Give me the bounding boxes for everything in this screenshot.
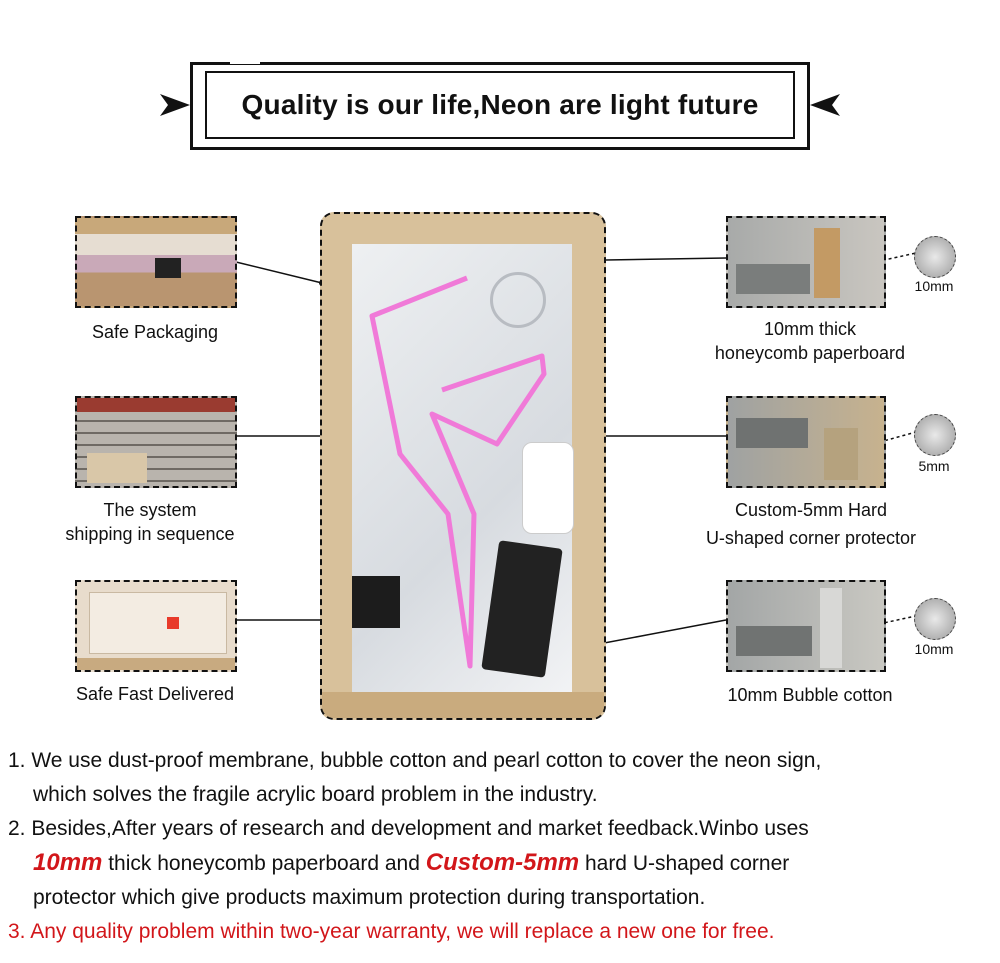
caption-safe-packaging	[60, 320, 250, 344]
notes-list	[8, 744, 998, 949]
note-2-line-3: protector which give products maximum protection during transportation.	[33, 886, 706, 909]
measure-zoom-icon	[914, 414, 956, 456]
measure-zoom-icon	[914, 598, 956, 640]
note-2-text: thick honeycomb paperboard and	[102, 852, 426, 875]
photo-corner-protector	[726, 396, 886, 488]
caption-line: 10mm Bubble cotton	[727, 685, 893, 705]
caption-honeycomb-paperboard	[690, 317, 930, 365]
note-2-line-1: 2. Besides,After years of research and development and market feedback.Winbo uses	[8, 817, 809, 840]
caption-line: Custom-5mm Hard	[734, 500, 888, 520]
measure-label: 5mm	[918, 458, 950, 474]
caption-line: Safe Fast Delivered	[75, 684, 235, 704]
photo-safe-delivered	[75, 580, 237, 672]
photo-bubble-cotton	[726, 580, 886, 672]
caption-line: U-shaped corner protector	[705, 528, 917, 548]
caption-line: shipping in sequence	[65, 524, 235, 544]
note-2-line-2	[8, 846, 998, 881]
note-3-warranty: 3. Any quality problem within two-year warranty, we will replace a new one for free.	[8, 920, 775, 943]
photo-safe-packaging	[75, 216, 237, 308]
measure-label: 10mm	[914, 641, 954, 657]
note-1-line-2: which solves the fragile acrylic board problem in the industry.	[33, 783, 598, 806]
connector-line-packaging	[236, 262, 322, 283]
caption-line: 10mm thick	[763, 319, 857, 339]
caption-shipping-sequence	[40, 498, 260, 546]
photo-shipping-sequence	[75, 396, 237, 488]
note-2-highlight-custom-5mm: Custom-5mm	[425, 849, 580, 876]
measure-label: 10mm	[914, 278, 954, 294]
photo-honeycomb-paperboard	[726, 216, 886, 308]
caption-line: honeycomb paperboard	[714, 343, 906, 363]
caption-bubble-cotton	[690, 683, 930, 707]
measure-zoom-icon	[914, 236, 956, 278]
note-2-text: hard U-shaped corner	[579, 852, 790, 875]
caption-line: Safe Packaging	[91, 322, 219, 342]
caption-corner-protector	[680, 496, 942, 552]
banner-title: Quality is our life,Neon are light future	[241, 89, 759, 120]
note-2-highlight-10mm: 10mm	[33, 849, 103, 876]
caption-safe-delivered	[55, 682, 255, 706]
caption-line: The system	[103, 500, 197, 520]
note-1-line-1: 1. We use dust-proof membrane, bubble cotton and pearl cotton to cover the neon sign,	[8, 749, 822, 772]
photo-packed-neon-sign	[320, 212, 606, 720]
